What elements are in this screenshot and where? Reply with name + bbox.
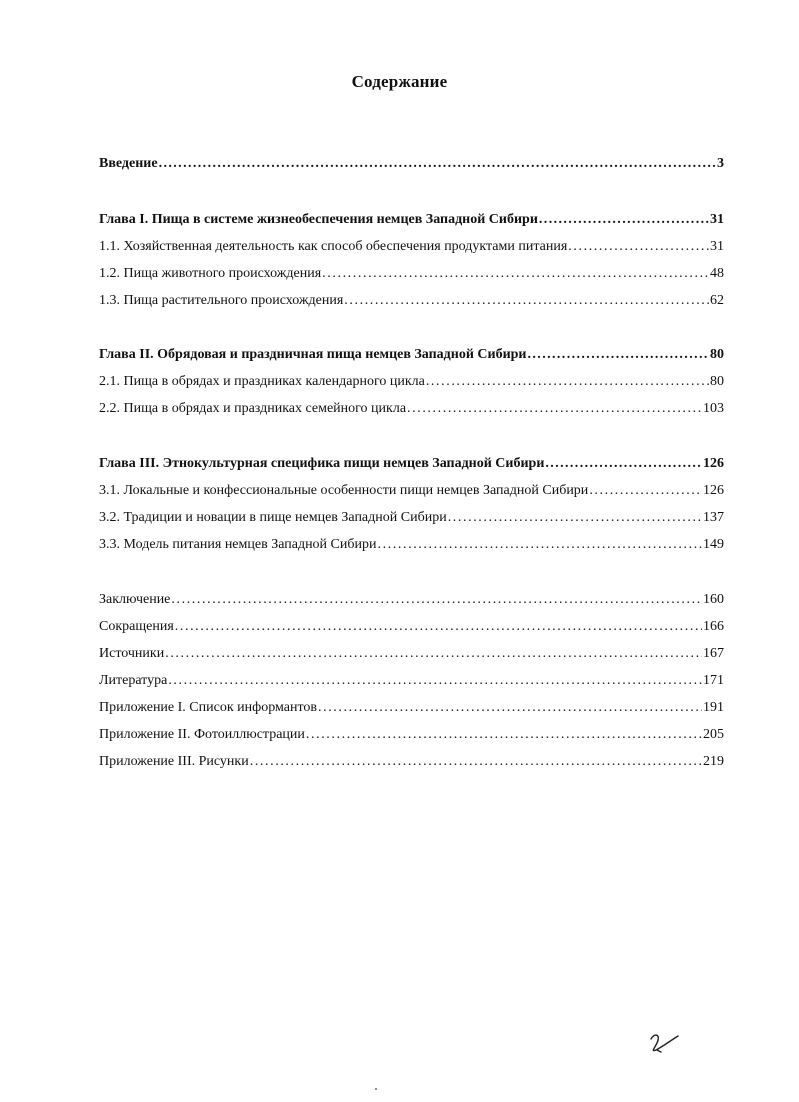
toc-entry-appendix-3 xyxy=(99,752,724,772)
toc-entry-section-3-3 xyxy=(99,535,724,555)
page-title: Содержание xyxy=(351,72,448,91)
toc-entry-label: 3.3. Модель питания немцев Западной Сибири xyxy=(99,537,377,552)
toc-entry-section-1-1 xyxy=(99,237,724,257)
toc-entry-label: Литература xyxy=(99,673,168,688)
toc-dot-leader xyxy=(589,481,702,501)
toc-entry-page: 3 xyxy=(717,156,724,171)
toc-entry-page: 171 xyxy=(703,673,724,688)
toc-entry-page: 31 xyxy=(710,212,724,227)
scan-speck xyxy=(375,1088,377,1090)
toc-entry-conclusion xyxy=(99,590,724,610)
toc-entry-label: Глава I. Пища в системе жизнеобеспечения немцев Западной Сибири xyxy=(99,212,538,227)
toc-entry-page: 160 xyxy=(703,592,724,607)
toc-entry-page: 166 xyxy=(703,619,724,634)
toc-entry-literature xyxy=(99,671,724,691)
toc-entry-label: Заключение xyxy=(99,592,171,607)
toc-entry-page: 80 xyxy=(710,347,724,362)
toc-dot-leader xyxy=(306,725,702,745)
toc-entry-section-2-2 xyxy=(99,399,724,419)
toc-dot-leader xyxy=(175,617,702,637)
toc-entry-page: 80 xyxy=(710,374,724,389)
toc-entry-section-1-2 xyxy=(99,264,724,284)
toc-entry-page: 137 xyxy=(703,510,724,525)
toc-entry-page: 62 xyxy=(710,293,724,308)
toc-dot-leader xyxy=(250,752,702,772)
toc-entry-chapter-3 xyxy=(99,454,724,474)
toc-dot-leader xyxy=(539,210,709,230)
toc-entry-label: 1.2. Пища животного происхождения xyxy=(99,266,322,281)
toc-entry-section-3-2 xyxy=(99,508,724,528)
toc-entry-label: 2.2. Пища в обрядах и праздниках семейного цикла xyxy=(99,401,407,416)
toc-dot-leader xyxy=(528,345,710,365)
toc-entry-label: Приложение III. Рисунки xyxy=(99,754,249,769)
toc-entry-page: 31 xyxy=(710,239,724,254)
toc-entry-page: 219 xyxy=(703,754,724,769)
toc-entry-sources xyxy=(99,644,724,664)
toc-entry-abbreviations xyxy=(99,617,724,637)
toc-entry-page: 149 xyxy=(703,537,724,552)
toc-entry-appendix-2 xyxy=(99,725,724,745)
toc-entry-introduction xyxy=(99,154,724,174)
toc-entry-label: Источники xyxy=(99,646,165,661)
toc-entry-page: 191 xyxy=(703,700,724,715)
toc-dot-leader xyxy=(165,644,702,664)
toc-entry-section-2-1 xyxy=(99,372,724,392)
toc-entry-section-1-3 xyxy=(99,291,724,311)
toc-entry-label: Глава II. Обрядовая и праздничная пища немцев Западной Сибири xyxy=(99,347,527,362)
toc-entry-label: Глава III. Этнокультурная специфика пищи немцев Западной Сибири xyxy=(99,456,545,471)
toc-entry-page: 126 xyxy=(703,483,724,498)
toc-entry-chapter-2 xyxy=(99,345,724,365)
toc-entry-chapter-1 xyxy=(99,210,724,230)
toc-entry-label: 1.1. Хозяйственная деятельность как способ обеспечения продуктами питания xyxy=(99,239,568,254)
toc-entry-label: 3.2. Традиции и новации в пище немцев Западной Сибири xyxy=(99,510,447,525)
handwritten-page-mark xyxy=(648,1030,688,1056)
toc-dot-leader xyxy=(448,508,702,528)
toc-entry-label: 3.1. Локальные и конфессиональные особенности пищи немцев Западной Сибири xyxy=(99,483,589,498)
toc-dot-leader xyxy=(378,535,703,555)
toc-entry-label: Приложение II. Фотоиллюстрации xyxy=(99,727,305,742)
toc-entry-page: 103 xyxy=(703,401,724,416)
toc-dot-leader xyxy=(318,698,702,718)
toc-entry-label: Введение xyxy=(99,156,158,171)
toc-dot-leader xyxy=(344,291,709,311)
toc-entry-label: 2.1. Пища в обрядах и праздниках календарного цикла xyxy=(99,374,425,389)
toc-dot-leader xyxy=(171,590,702,610)
toc-entry-label: Сокращения xyxy=(99,619,174,634)
toc-entry-page: 167 xyxy=(703,646,724,661)
toc-entry-appendix-1 xyxy=(99,698,724,718)
toc-dot-leader xyxy=(159,154,716,174)
toc-entry-page: 48 xyxy=(710,266,724,281)
toc-entry-label: Приложение I. Список информантов xyxy=(99,700,317,715)
toc-entry-page: 205 xyxy=(703,727,724,742)
toc-dot-leader xyxy=(568,237,709,257)
toc-dot-leader xyxy=(322,264,709,284)
toc-dot-leader xyxy=(426,372,709,392)
toc-dot-leader xyxy=(545,454,702,474)
toc-entry-page: 126 xyxy=(703,456,724,471)
toc-entry-section-3-1 xyxy=(99,481,724,501)
toc-entry-label: 1.3. Пища растительного происхождения xyxy=(99,293,344,308)
toc-dot-leader xyxy=(168,671,702,691)
toc-dot-leader xyxy=(407,399,702,419)
